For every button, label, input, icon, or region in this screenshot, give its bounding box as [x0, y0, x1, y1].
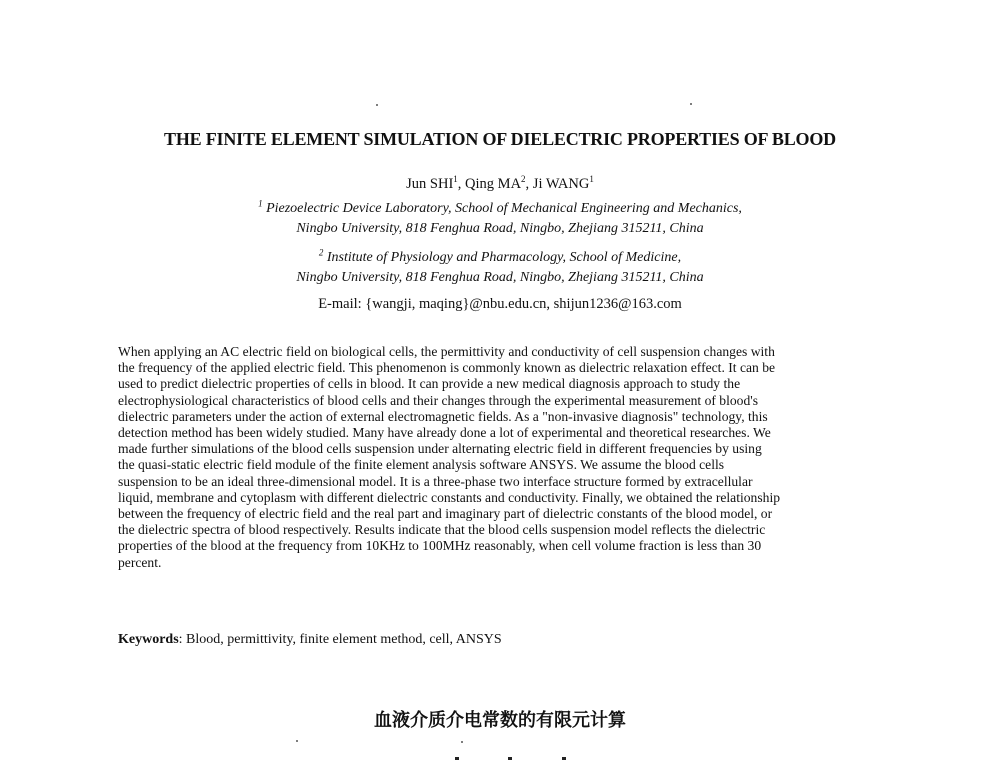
- abstract-line: electrophysiological characteristics of blood cells and their changes through the experimental measurement of blood's: [118, 392, 759, 408]
- affiliation-line: Ningbo University, 818 Fenghua Road, Ningbo, Zhejiang 315211, China: [296, 270, 704, 285]
- email-line: E-mail: {wangji, maqing}@nbu.edu.cn, shijun1236@163.com: [318, 296, 682, 312]
- keywords-text: : Blood, permittivity, finite element method, cell, ANSYS: [178, 632, 502, 647]
- keywords-label: Keywords: [118, 632, 179, 647]
- author-name: Qing MA: [465, 176, 522, 192]
- author-name: Jun SHI: [406, 176, 454, 192]
- abstract: [118, 344, 868, 571]
- affiliation-mark: 1: [258, 198, 263, 209]
- abstract-line: between the frequency of electric field and the real part and imaginary part of dielectric constants of the blood model, or: [118, 506, 773, 522]
- abstract-line: liquid, membrane and cytoplasm with different dielectric constants and conductivity. Finally, we obtained the relationship: [118, 489, 781, 505]
- scan-speck: [461, 741, 463, 743]
- abstract-line: the frequency of the applied electric field. This phenomenon is commonly known as dielectric relaxation effect. It can be: [118, 360, 776, 376]
- abstract-line: the quasi-static electric field module of the finite element analysis software ANSYS. We assume the blood cells: [118, 457, 725, 473]
- abstract-line: suspension to be an ideal three-dimensional model. It is a three-phase two interface structure formed by extracellular: [118, 473, 753, 489]
- author-name: Ji WANG: [532, 176, 590, 192]
- keywords-line: [118, 632, 868, 648]
- affiliation-text: Institute of Physiology and Pharmacology, School of Medicine,: [326, 250, 682, 265]
- affiliation-mark: 2: [318, 247, 324, 258]
- scan-speck: [376, 104, 378, 106]
- author-line: Jun SHI$^1$, Qing $MA^2$, Ji WANG$^1$: [406, 174, 594, 192]
- affiliation-line: [0, 199, 1000, 219]
- affiliation-line: [0, 248, 1000, 268]
- author-affiliation-mark: 1: [589, 174, 594, 185]
- paper-title: THE FINITE ELEMENT SIMULATION OF DIELECTRIC PROPERTIES OF BLOOD: [164, 129, 836, 149]
- abstract-line: properties of the blood at the frequency from 10KHz to 100MHz reasonably, when cell volume fraction is less than 30: [118, 538, 762, 554]
- affiliation-line: Ningbo University, 818 Fenghua Road, Ningbo, Zhejiang 315211, China: [296, 221, 704, 236]
- affiliation-text: Piezoelectric Device Laboratory, School of Mechanical Engineering and Mechanics,: [266, 201, 742, 216]
- affiliation-block: [0, 248, 1000, 288]
- abstract-line: When applying an AC electric field on biological cells, the permittivity and conductivity of cell suspension changes with: [118, 344, 775, 359]
- abstract-line: the dielectric spectra of blood respectively. Results indicate that the blood cells suspension model reflects the dielectric: [118, 522, 766, 538]
- chinese-title: 血液介质介电常数的有限元计算: [374, 710, 626, 731]
- abstract-line: percent.: [118, 554, 162, 570]
- abstract-line: detection method has been widely studied. Many have already done a lot of experimental and theoretical researches. We: [118, 425, 771, 441]
- affiliation-block: [0, 199, 1000, 239]
- abstract-line: made further simulations of the blood cells suspension under alternating electric field in different frequencies by using: [118, 441, 762, 457]
- author-affiliation-mark: 2: [521, 174, 526, 185]
- author-affiliation-mark: 1: [453, 174, 458, 185]
- abstract-line: dielectric parameters under the action of external electromagnetic fields. As a "non-invasive diagnosis" technology, this: [118, 408, 768, 424]
- abstract-line: used to predict dielectric properties of cells in blood. It can provide a new medical diagnosis approach to study the: [118, 376, 741, 392]
- scan-speck: [296, 740, 298, 742]
- scan-speck: [690, 103, 692, 105]
